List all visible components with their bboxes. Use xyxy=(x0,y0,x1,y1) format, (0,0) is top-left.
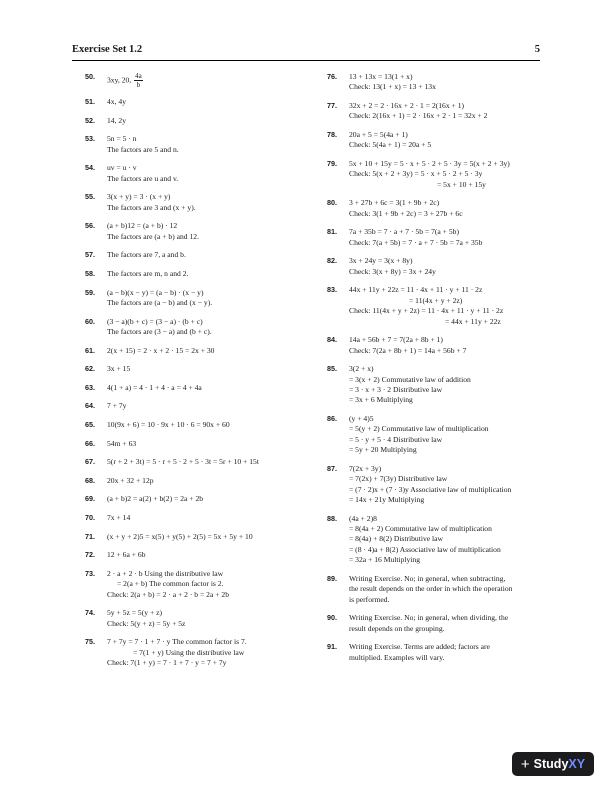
logo-accent: XY xyxy=(568,757,586,771)
exercise-line xyxy=(349,111,542,121)
line-text: 7 + 7y xyxy=(107,401,127,411)
line-text: result depends on the grouping. xyxy=(349,623,445,633)
exercise-item xyxy=(327,414,542,456)
exercise-item xyxy=(85,192,313,213)
exercise-item xyxy=(327,159,542,190)
exercise-item xyxy=(85,116,313,126)
exercise-line xyxy=(107,298,313,308)
line-text: Check: 7(a + 5b) = 7 · a + 7 · 5b = 7a + 35b xyxy=(349,237,483,247)
line-text: Check: 5(y + z) = 5y + 5z xyxy=(107,618,186,628)
exercise-item xyxy=(85,608,313,629)
line-text: Check: 13(1 + x) = 13 + 13x xyxy=(349,82,436,92)
line-text: Writing Exercise. No; in general, when subtracting, xyxy=(349,573,506,583)
exercise-line xyxy=(349,306,542,316)
exercise-item xyxy=(85,383,313,393)
exercise-item xyxy=(85,420,313,430)
line-text: = 7(2x) + 7(3y) Distributive law xyxy=(349,474,448,484)
exercise-item xyxy=(327,198,542,219)
exercise-line xyxy=(107,420,313,430)
exercise-number: 68. xyxy=(85,475,95,485)
exercise-line xyxy=(349,209,542,219)
exercise-number: 91. xyxy=(327,642,337,652)
exercise-item xyxy=(85,250,313,260)
exercise-item xyxy=(327,574,542,605)
exercise-item xyxy=(85,401,313,411)
exercise-number: 78. xyxy=(327,130,337,139)
right-column xyxy=(327,72,542,671)
exercise-item xyxy=(327,335,542,356)
line-text: 5x + 10 + 15y = 5 · x + 5 · 2 + 5 · 3y = 5(x + 2 + 3y) xyxy=(349,159,510,168)
line-text: 7(2x + 3y) xyxy=(349,463,382,473)
exercise-line xyxy=(349,464,542,474)
exercise-line xyxy=(107,288,313,298)
line-text: = 5y + 20 Multiplying xyxy=(349,445,417,455)
exercise-item xyxy=(85,457,313,467)
line-text: (a + b)12 = (a + b) · 12 xyxy=(107,221,178,231)
line-text: (3 − a)(b + c) = (3 − a) · (b + c) xyxy=(107,316,203,326)
line-text: = 32a + 16 Multiplying xyxy=(349,555,421,565)
exercise-line xyxy=(107,145,313,155)
exercise-line xyxy=(349,485,542,495)
line-text: The factors are (3 − a) and (b + c). xyxy=(107,326,212,336)
exercise-line xyxy=(349,624,542,634)
exercise-line xyxy=(349,267,542,277)
exercise-line xyxy=(107,608,313,618)
exercise-line xyxy=(349,414,542,424)
exercise-line xyxy=(107,476,313,486)
exercise-line xyxy=(107,648,313,658)
line-text: Check: 7(1 + y) = 7 · 1 + 7 · y = 7 + 7y xyxy=(107,657,227,667)
exercise-item xyxy=(327,613,542,634)
exercise-number: 66. xyxy=(85,438,95,448)
exercise-item xyxy=(85,134,313,155)
exercise-line xyxy=(349,335,542,345)
line-text: The factors are 3 and (x + y). xyxy=(107,202,196,212)
exercise-item xyxy=(327,642,542,663)
line-text: Writing Exercise. No; in general, when dividing, the xyxy=(349,613,509,623)
exercise-line xyxy=(349,545,542,555)
exercise-line xyxy=(107,658,313,668)
exercise-line xyxy=(349,238,542,248)
exercise-line xyxy=(107,72,313,89)
exercise-line xyxy=(349,227,542,237)
exercise-line xyxy=(107,439,313,449)
line-text: 5n = 5 · n xyxy=(107,134,137,144)
exercise-line xyxy=(107,619,313,629)
line-text: = 5x + 10 + 15y xyxy=(437,179,486,189)
exercise-item xyxy=(85,439,313,449)
exercise-item xyxy=(85,97,313,107)
line-text: Writing Exercise. Terms are added; factors are xyxy=(349,642,490,652)
page-title: Exercise Set 1.2 xyxy=(72,44,143,55)
exercise-line xyxy=(107,174,313,184)
line-text: 5y + 5z = 5(y + z) xyxy=(107,608,163,618)
exercise-line xyxy=(349,375,542,385)
line-text: The factors are (a + b) and 12. xyxy=(107,231,199,241)
page-header xyxy=(72,44,540,58)
exercise-line xyxy=(349,495,542,505)
exercise-line xyxy=(349,130,542,140)
exercise-line xyxy=(107,494,313,504)
exercise-line xyxy=(107,163,313,173)
line-text: Check: 2(16x + 1) = 2 · 16x + 2 · 1 = 32x + 2 xyxy=(349,111,488,121)
line-text: 14, 2y xyxy=(107,115,126,125)
exercise-item xyxy=(85,346,313,356)
line-text: 13 + 13x = 13(1 + x) xyxy=(349,72,413,81)
exercise-line xyxy=(107,513,313,523)
line-text: (y + 4)5 xyxy=(349,414,374,424)
line-text: 3(2 + x) xyxy=(349,364,374,374)
exercise-item xyxy=(327,256,542,277)
line-text: 2 · a + 2 · b Using the distributive law xyxy=(107,568,224,578)
line-text: = (8 · 4)a + 8(2) Associative law of multiplication xyxy=(349,544,501,554)
line-text: The factors are 5 and n. xyxy=(107,144,179,154)
exercise-line xyxy=(349,346,542,356)
exercise-line xyxy=(349,317,542,327)
exercise-line xyxy=(349,159,542,169)
exercise-line xyxy=(349,595,542,605)
exercise-line xyxy=(349,445,542,455)
fraction xyxy=(134,72,143,89)
exercise-item xyxy=(85,513,313,523)
exercise-number: 85. xyxy=(327,364,337,374)
line-text: The factors are (a − b) and (x − y). xyxy=(107,297,213,307)
exercise-item xyxy=(327,101,542,122)
exercise-number: 73. xyxy=(85,568,95,578)
exercise-line xyxy=(349,555,542,565)
exercise-number: 81. xyxy=(327,227,337,237)
exercise-line xyxy=(107,250,313,260)
exercise-line xyxy=(107,97,313,107)
line-text: = 3(x + 2) Commutative law of addition xyxy=(349,374,471,384)
exercise-line xyxy=(349,72,542,82)
line-text: = 5 · y + 5 · 4 Distributive law xyxy=(349,434,443,444)
exercise-number: 59. xyxy=(85,287,95,297)
line-text: 20x + 32 + 12p xyxy=(107,475,154,485)
exercise-number: 58. xyxy=(85,268,95,278)
line-text: = 5(y + 2) Commutative law of multiplication xyxy=(349,424,489,434)
line-text: 3(x + y) = 3 · (x + y) xyxy=(107,192,171,202)
exercise-item xyxy=(85,550,313,560)
studyxy-logo xyxy=(512,752,594,776)
exercise-line xyxy=(107,346,313,356)
exercise-line xyxy=(107,569,313,579)
line-text: Check: 5(x + 2 + 3y) = 5 · x + 5 · 2 + 5 · 3y xyxy=(349,169,483,179)
line-text: = 14x + 21y Multiplying xyxy=(349,495,425,505)
exercise-number: 54. xyxy=(85,163,95,173)
line-text: 3xy, 20, xyxy=(107,75,134,85)
exercise-number: 64. xyxy=(85,401,95,411)
exercise-item xyxy=(85,317,313,338)
exercise-item xyxy=(327,464,542,506)
line-text: Check: 3(1 + 9b + 2c) = 3 + 27b + 6c xyxy=(349,208,463,218)
exercise-line xyxy=(349,198,542,208)
line-text: 54m + 63 xyxy=(107,438,137,448)
exercise-number: 89. xyxy=(327,573,337,583)
line-text: 7 + 7y = 7 · 1 + 7 · y The common factor is 7. xyxy=(107,637,247,647)
exercise-item xyxy=(85,494,313,504)
exercise-line xyxy=(349,385,542,395)
exercise-number: 79. xyxy=(327,159,337,168)
exercise-number: 75. xyxy=(85,637,95,647)
exercise-item xyxy=(85,163,313,184)
exercise-item xyxy=(327,130,542,151)
fraction-numerator: 4a xyxy=(135,72,142,80)
line-text: = 11(4x + y + 2z) xyxy=(409,295,463,305)
exercise-line xyxy=(107,269,313,279)
exercise-line xyxy=(107,383,313,393)
exercise-line xyxy=(349,474,542,484)
exercise-item xyxy=(327,364,542,406)
line-text: 12 + 6a + 6b xyxy=(107,550,146,560)
line-text: = 2(a + b) The common factor is 2. xyxy=(117,579,224,589)
line-text: 3x + 24y = 3(x + 8y) xyxy=(349,256,413,266)
exercise-number: 88. xyxy=(327,513,337,523)
line-text: (4a + 2)8 xyxy=(349,513,377,523)
exercise-line xyxy=(107,317,313,327)
exercise-line xyxy=(107,532,313,542)
exercise-number: 87. xyxy=(327,463,337,473)
exercise-number: 77. xyxy=(327,101,337,110)
exercise-line xyxy=(107,401,313,411)
exercise-number: 62. xyxy=(85,364,95,374)
exercise-line xyxy=(107,116,313,126)
line-text: = 8(4a) + 8(2) Distributive law xyxy=(349,534,443,544)
exercise-number: 70. xyxy=(85,512,95,522)
exercise-line xyxy=(107,134,313,144)
exercise-line xyxy=(349,169,542,179)
line-text: The factors are m, n and 2. xyxy=(107,268,189,278)
line-text: The factors are 7, a and b. xyxy=(107,250,186,260)
exercise-line xyxy=(349,140,542,150)
exercise-number: 56. xyxy=(85,221,95,231)
exercise-line xyxy=(107,327,313,337)
exercise-line xyxy=(349,285,542,295)
exercise-line xyxy=(107,192,313,202)
exercise-item xyxy=(327,227,542,248)
line-text: Check: 3(x + 8y) = 3x + 24y xyxy=(349,266,436,276)
exercise-item xyxy=(327,514,542,566)
exercise-number: 76. xyxy=(327,72,337,81)
line-text: is performed. xyxy=(349,594,390,604)
line-text: 7x + 14 xyxy=(107,512,131,522)
exercise-number: 51. xyxy=(85,97,95,107)
exercise-number: 60. xyxy=(85,316,95,326)
exercise-number: 72. xyxy=(85,550,95,560)
exercise-item xyxy=(85,269,313,279)
line-text: The factors are u and v. xyxy=(107,173,179,183)
fraction-denominator: b xyxy=(136,81,141,89)
exercise-item xyxy=(85,637,313,668)
exercise-line xyxy=(107,457,313,467)
exercise-item xyxy=(327,72,542,93)
exercise-line xyxy=(107,203,313,213)
exercise-item xyxy=(85,532,313,542)
page-number: 5 xyxy=(534,44,540,55)
exercise-number: 55. xyxy=(85,192,95,202)
line-text: multiplied. Examples will vary. xyxy=(349,652,445,662)
exercise-item xyxy=(85,364,313,374)
line-text: 3x + 15 xyxy=(107,364,131,374)
line-text: 5(r + 2 + 3t) = 5 · r + 5 · 2 + 5 · 3t = 5r + 10 + 15t xyxy=(107,457,259,467)
line-text: 14a + 56b + 7 = 7(2a + 8b + 1) xyxy=(349,335,443,345)
exercise-line xyxy=(349,574,542,584)
exercise-number: 63. xyxy=(85,382,95,392)
exercise-line xyxy=(349,424,542,434)
line-text: = 44x + 11y + 22z xyxy=(445,316,501,326)
line-text: = 8(4a + 2) Commutative law of multiplication xyxy=(349,524,492,534)
line-text: 10(9x + 6) = 10 · 9x + 10 · 6 = 90x + 60 xyxy=(107,419,230,429)
exercise-number: 69. xyxy=(85,494,95,504)
exercise-number: 82. xyxy=(327,256,337,266)
exercise-item xyxy=(85,569,313,600)
line-text: (a − b)(x − y) = (a − b) · (x − y) xyxy=(107,287,204,297)
exercise-line xyxy=(349,653,542,663)
exercise-item xyxy=(85,72,313,89)
line-text: = 3 · x + 3 · 2 Distributive law xyxy=(349,385,443,395)
exercise-line xyxy=(349,584,542,594)
line-text: Check: 7(2a + 8b + 1) = 14a + 56b + 7 xyxy=(349,345,467,355)
exercise-item xyxy=(85,221,313,242)
line-text: 2(x + 15) = 2 · x + 2 · 15 = 2x + 30 xyxy=(107,345,215,355)
exercise-line xyxy=(349,101,542,111)
exercise-line xyxy=(107,590,313,600)
line-text: Check: 5(4a + 1) = 20a + 5 xyxy=(349,140,432,150)
exercise-line xyxy=(349,364,542,374)
left-column xyxy=(85,72,313,677)
exercise-line xyxy=(349,82,542,92)
exercise-number: 86. xyxy=(327,414,337,424)
line-text: = 7(1 + y) Using the distributive law xyxy=(133,647,245,657)
exercise-line xyxy=(107,550,313,560)
exercise-line xyxy=(349,296,542,306)
exercise-line xyxy=(349,256,542,266)
line-text: 32x + 2 = 2 · 16x + 2 · 1 = 2(16x + 1) xyxy=(349,101,465,110)
line-text: the result depends on the order in which the operation xyxy=(349,584,513,594)
line-text: (a + b)2 = a(2) + b(2) = 2a + 2b xyxy=(107,494,204,504)
exercise-number: 50. xyxy=(85,72,95,81)
exercise-line xyxy=(349,613,542,623)
line-text: uv = u · v xyxy=(107,163,137,173)
line-text: 3 + 27b + 6c = 3(1 + 9b + 2c) xyxy=(349,198,440,208)
exercise-line xyxy=(107,579,313,589)
line-text: 4(1 + a) = 4 · 1 + 4 · a = 4 + 4a xyxy=(107,382,202,392)
line-text: = (7 · 2)x + (7 · 3)y Associative law of multiplication xyxy=(349,484,512,494)
header-rule xyxy=(72,60,540,61)
exercise-item xyxy=(85,476,313,486)
line-text: = 3x + 6 Multiplying xyxy=(349,395,413,405)
exercise-number: 61. xyxy=(85,345,95,355)
line-text: Check: 2(a + b) = 2 · a + 2 · b = 2a + 2b xyxy=(107,589,230,599)
plus-icon: + xyxy=(520,755,530,773)
exercise-number: 84. xyxy=(327,335,337,345)
exercise-number: 65. xyxy=(85,419,95,429)
exercise-line xyxy=(107,221,313,231)
exercise-line xyxy=(349,180,542,190)
exercise-line xyxy=(349,395,542,405)
exercise-number: 83. xyxy=(327,285,337,295)
exercise-item xyxy=(85,288,313,309)
exercise-line xyxy=(349,534,542,544)
exercise-number: 57. xyxy=(85,250,95,260)
line-text: (x + y + 2)5 = x(5) + y(5) + 2(5) = 5x + 5y + 10 xyxy=(107,531,253,541)
exercise-number: 52. xyxy=(85,115,95,125)
exercise-line xyxy=(107,637,313,647)
exercise-number: 90. xyxy=(327,613,337,623)
exercise-number: 53. xyxy=(85,134,95,144)
line-text: Check: 11(4x + y + 2z) = 11 · 4x + 11 · y + 11 · 2z xyxy=(349,306,504,316)
exercise-number: 67. xyxy=(85,457,95,467)
exercise-line xyxy=(349,524,542,534)
line-text: 20a + 5 = 5(4a + 1) xyxy=(349,130,408,139)
line-text: 7a + 35b = 7 · a + 7 · 5b = 7(a + 5b) xyxy=(349,227,459,237)
line-text: 44x + 11y + 22z = 11 · 4x + 11 · y + 11 · 2z xyxy=(349,285,483,295)
exercise-line xyxy=(107,232,313,242)
line-text: 4x, 4y xyxy=(107,97,126,107)
exercise-line xyxy=(349,642,542,652)
exercise-number: 71. xyxy=(85,531,95,541)
exercise-item xyxy=(327,285,542,327)
exercise-line xyxy=(349,514,542,524)
logo-text: Study xyxy=(533,757,569,771)
exercise-line xyxy=(349,435,542,445)
exercise-number: 80. xyxy=(327,198,337,208)
exercise-number: 74. xyxy=(85,608,95,618)
exercise-line xyxy=(107,364,313,374)
